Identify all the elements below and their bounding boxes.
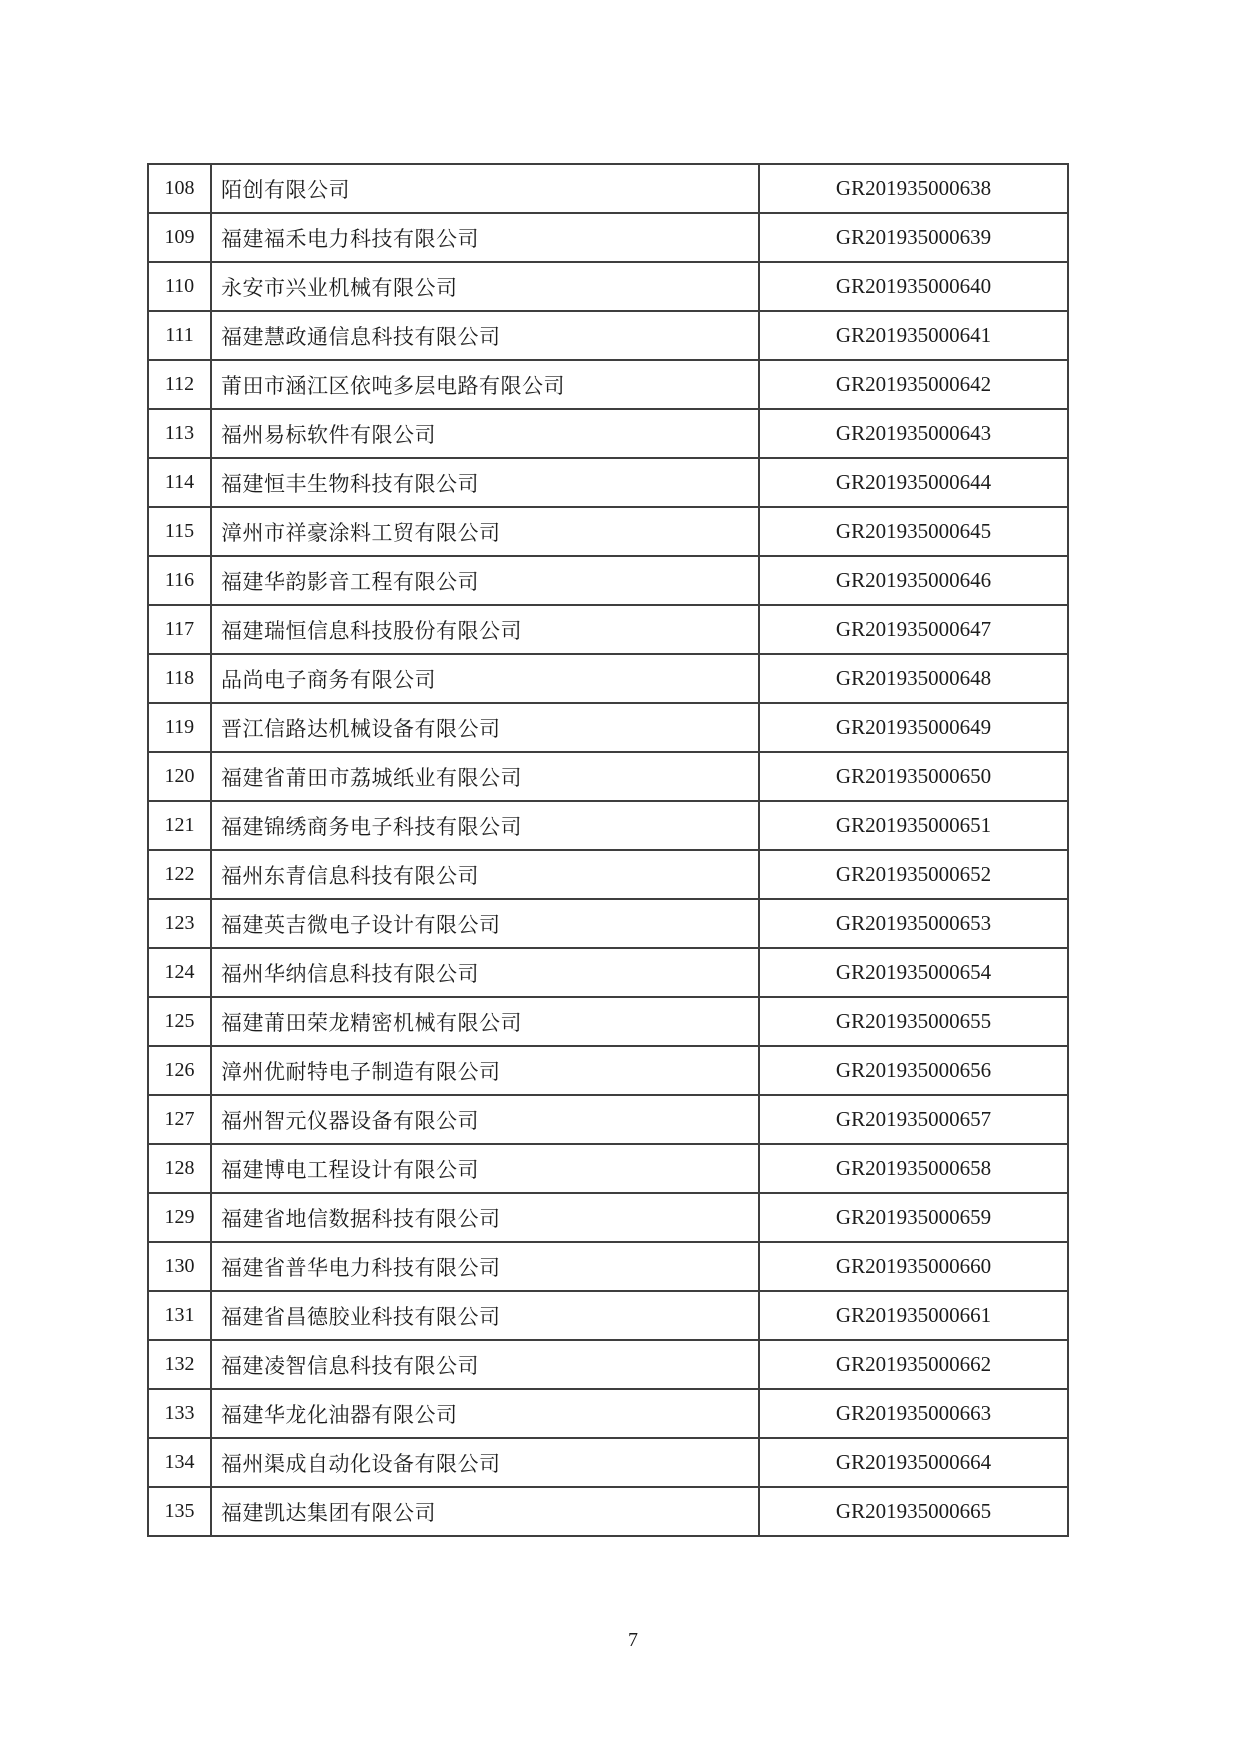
- table-row: [148, 409, 1068, 458]
- row-index-cell: 109: [148, 213, 211, 262]
- row-index-cell: 125: [148, 997, 211, 1046]
- company-name-cell: 福建凌智信息科技有限公司: [211, 1340, 759, 1389]
- row-index-cell: 124: [148, 948, 211, 997]
- registration-code-cell: GR201935000645: [759, 507, 1068, 556]
- table-row: [148, 262, 1068, 311]
- company-name-cell: 福建慧政通信息科技有限公司: [211, 311, 759, 360]
- company-name-cell: 福州华纳信息科技有限公司: [211, 948, 759, 997]
- row-index-cell: 118: [148, 654, 211, 703]
- table-row: [148, 1487, 1068, 1536]
- row-index-cell: 113: [148, 409, 211, 458]
- registration-code-cell: GR201935000664: [759, 1438, 1068, 1487]
- row-index-cell: 119: [148, 703, 211, 752]
- company-name-cell: 福建华韵影音工程有限公司: [211, 556, 759, 605]
- row-index-cell: 126: [148, 1046, 211, 1095]
- registration-code-cell: GR201935000653: [759, 899, 1068, 948]
- row-index-cell: 133: [148, 1389, 211, 1438]
- page-number: 7: [628, 1629, 638, 1651]
- company-name-cell: 福建省地信数据科技有限公司: [211, 1193, 759, 1242]
- row-index-cell: 112: [148, 360, 211, 409]
- table-row: [148, 1144, 1068, 1193]
- table-row: [148, 1242, 1068, 1291]
- company-name-cell: 福建莆田荣龙精密机械有限公司: [211, 997, 759, 1046]
- registration-code-cell: GR201935000656: [759, 1046, 1068, 1095]
- row-index-cell: 120: [148, 752, 211, 801]
- company-name-cell: 福建省普华电力科技有限公司: [211, 1242, 759, 1291]
- table-row: [148, 1095, 1068, 1144]
- registration-code-cell: GR201935000641: [759, 311, 1068, 360]
- table-row: [148, 850, 1068, 899]
- table-row: [148, 1389, 1068, 1438]
- registration-code-cell: GR201935000662: [759, 1340, 1068, 1389]
- company-name-cell: 福州智元仪器设备有限公司: [211, 1095, 759, 1144]
- table-row: [148, 654, 1068, 703]
- row-index-cell: 127: [148, 1095, 211, 1144]
- company-name-cell: 福建省莆田市荔城纸业有限公司: [211, 752, 759, 801]
- row-index-cell: 110: [148, 262, 211, 311]
- table-row: [148, 507, 1068, 556]
- registration-code-cell: GR201935000640: [759, 262, 1068, 311]
- company-name-cell: 福建省昌德胶业科技有限公司: [211, 1291, 759, 1340]
- row-index-cell: 116: [148, 556, 211, 605]
- company-name-cell: 品尚电子商务有限公司: [211, 654, 759, 703]
- registration-code-cell: GR201935000643: [759, 409, 1068, 458]
- company-name-cell: 福建博电工程设计有限公司: [211, 1144, 759, 1193]
- table-row: [148, 556, 1068, 605]
- company-name-cell: 漳州优耐特电子制造有限公司: [211, 1046, 759, 1095]
- registration-code-cell: GR201935000651: [759, 801, 1068, 850]
- company-name-cell: 福建恒丰生物科技有限公司: [211, 458, 759, 507]
- company-name-cell: 永安市兴业机械有限公司: [211, 262, 759, 311]
- row-index-cell: 131: [148, 1291, 211, 1340]
- registration-code-cell: GR201935000658: [759, 1144, 1068, 1193]
- company-name-cell: 福建锦绣商务电子科技有限公司: [211, 801, 759, 850]
- table-row: [148, 213, 1068, 262]
- row-index-cell: 132: [148, 1340, 211, 1389]
- table-row: [148, 1046, 1068, 1095]
- registration-code-cell: GR201935000649: [759, 703, 1068, 752]
- registration-code-cell: GR201935000661: [759, 1291, 1068, 1340]
- table-row: [148, 164, 1068, 213]
- registration-code-cell: GR201935000660: [759, 1242, 1068, 1291]
- row-index-cell: 108: [148, 164, 211, 213]
- row-index-cell: 111: [148, 311, 211, 360]
- table-row: [148, 997, 1068, 1046]
- table-row: [148, 605, 1068, 654]
- row-index-cell: 114: [148, 458, 211, 507]
- table-row: [148, 458, 1068, 507]
- registration-code-cell: GR201935000638: [759, 164, 1068, 213]
- table-row: [148, 1438, 1068, 1487]
- row-index-cell: 123: [148, 899, 211, 948]
- row-index-cell: 130: [148, 1242, 211, 1291]
- company-registration-table: [147, 163, 1069, 1537]
- registration-code-cell: GR201935000665: [759, 1487, 1068, 1536]
- table-row: [148, 1193, 1068, 1242]
- table-row: [148, 1291, 1068, 1340]
- company-name-cell: 福建凯达集团有限公司: [211, 1487, 759, 1536]
- registration-code-cell: GR201935000647: [759, 605, 1068, 654]
- company-name-cell: 福州渠成自动化设备有限公司: [211, 1438, 759, 1487]
- company-name-cell: 福建福禾电力科技有限公司: [211, 213, 759, 262]
- registration-code-cell: GR201935000644: [759, 458, 1068, 507]
- table-row: [148, 703, 1068, 752]
- company-name-cell: 福建瑞恒信息科技股份有限公司: [211, 605, 759, 654]
- registration-code-cell: GR201935000648: [759, 654, 1068, 703]
- table-row: [148, 311, 1068, 360]
- registration-code-cell: GR201935000642: [759, 360, 1068, 409]
- row-index-cell: 122: [148, 850, 211, 899]
- company-name-cell: 漳州市祥豪涂料工贸有限公司: [211, 507, 759, 556]
- company-name-cell: 福建英吉微电子设计有限公司: [211, 899, 759, 948]
- registration-code-cell: GR201935000655: [759, 997, 1068, 1046]
- row-index-cell: 115: [148, 507, 211, 556]
- row-index-cell: 128: [148, 1144, 211, 1193]
- registration-code-cell: GR201935000659: [759, 1193, 1068, 1242]
- table-row: [148, 948, 1068, 997]
- registration-code-cell: GR201935000646: [759, 556, 1068, 605]
- registration-code-cell: GR201935000639: [759, 213, 1068, 262]
- row-index-cell: 134: [148, 1438, 211, 1487]
- company-name-cell: 晋江信路达机械设备有限公司: [211, 703, 759, 752]
- table-row: [148, 360, 1068, 409]
- company-name-cell: 福州东青信息科技有限公司: [211, 850, 759, 899]
- company-name-cell: 陌创有限公司: [211, 164, 759, 213]
- table-body: [148, 164, 1068, 1536]
- table-row: [148, 899, 1068, 948]
- row-index-cell: 117: [148, 605, 211, 654]
- table-row: [148, 752, 1068, 801]
- registration-code-cell: GR201935000663: [759, 1389, 1068, 1438]
- registration-code-cell: GR201935000657: [759, 1095, 1068, 1144]
- company-name-cell: 福州易标软件有限公司: [211, 409, 759, 458]
- company-name-cell: 福建华龙化油器有限公司: [211, 1389, 759, 1438]
- table-row: [148, 1340, 1068, 1389]
- table-row: [148, 801, 1068, 850]
- row-index-cell: 129: [148, 1193, 211, 1242]
- company-name-cell: 莆田市涵江区依吨多层电路有限公司: [211, 360, 759, 409]
- registration-code-cell: GR201935000650: [759, 752, 1068, 801]
- registration-code-cell: GR201935000654: [759, 948, 1068, 997]
- registration-code-cell: GR201935000652: [759, 850, 1068, 899]
- row-index-cell: 121: [148, 801, 211, 850]
- row-index-cell: 135: [148, 1487, 211, 1536]
